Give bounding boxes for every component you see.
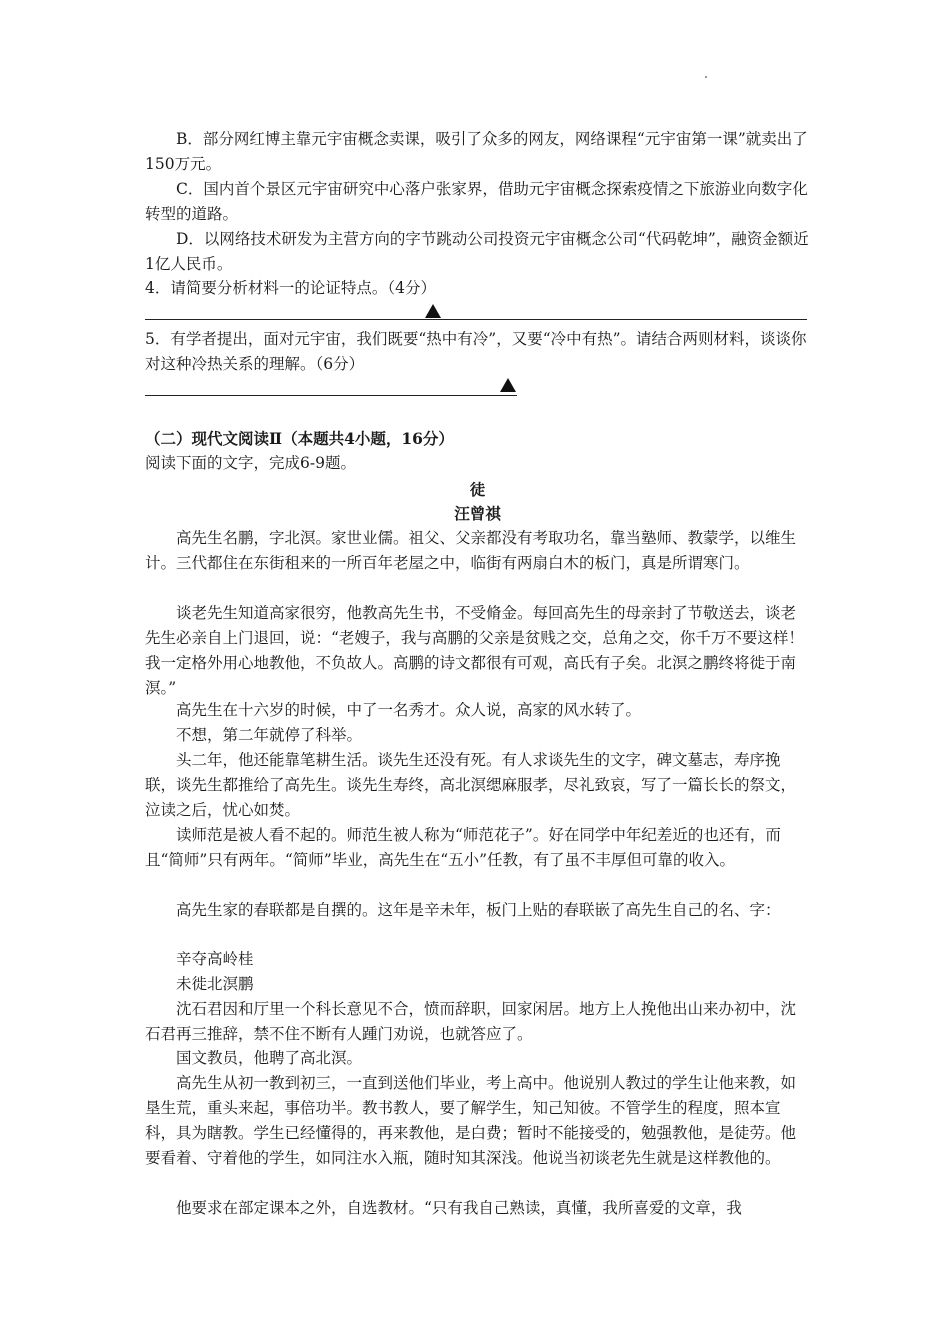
option-b: B．部分网红博主靠元宇宙概念卖课，吸引了众多的网友，网络课程“元宇宙第一课”就卖出了150万元。 bbox=[145, 130, 808, 173]
option-d: D．以网络技术研发为主营方向的字节跳动公司投资元宇宙概念公司“代码乾坤”，融资金额近1亿人民币。 bbox=[145, 230, 809, 273]
paragraph: 他要求在部定课本之外，自选教材。“只有我自己熟读，真懂，我所喜爱的文章，我 bbox=[176, 1199, 742, 1217]
article-author: 汪曾祺 bbox=[454, 504, 501, 523]
paragraph: 高先生在十六岁的时候，中了一名秀才。众人说，高家的风水转了。 bbox=[176, 701, 642, 719]
couplet-line: 未徙北溟鹏 bbox=[176, 975, 254, 993]
section-title: （二）现代文阅读Ⅱ（本题共4小题，16分） bbox=[145, 429, 454, 448]
paragraph: 高先生名鹏，字北溟。家世业儒。祖父、父亲都没有考取功名，靠当塾师、教蒙学，以维生计。三代都住在东街租来的一所百年老屋之中，临街有两扇白木的板门，真是所谓寒门。 bbox=[145, 529, 797, 572]
paragraph: 读师范是被人看不起的。师范生被人称为“师范花子”。好在同学中年纪差近的也还有，而且“简师”只有两年。“简师”毕业，高先生在“五小”任教，有了虽不丰厚但可靠的收入。 bbox=[145, 826, 781, 869]
paragraph: 头二年，他还能靠笔耕生活。谈先生还没有死。有人求谈先生的文字，碑文墓志，寿序挽联，谈先生都推给了高先生。谈先生寿终，高北溟缌麻服孝，尽礼致哀，写了一篇长长的祭文，泣读之后，忧心如焚。 bbox=[145, 751, 797, 819]
paragraph: 国文教员，他聘了高北溟。 bbox=[176, 1049, 363, 1067]
scan-dot bbox=[705, 76, 707, 78]
article-title: 徒 bbox=[469, 480, 486, 499]
paragraph: 沈石君因和厅里一个科长意见不合，愤而辞职，回家闲居。地方上人挽他出山来办初中，沈石君再三推辞，禁不住不断有人踵门劝说，也就答应了。 bbox=[145, 1000, 797, 1043]
paragraph: 不想，第二年就停了科举。 bbox=[176, 726, 363, 744]
answer-line-q4[interactable] bbox=[145, 319, 807, 320]
question-5: 5．有学者提出，面对元宇宙，我们既要“热中有冷”，又要“冷中有热”。请结合两则材料，谈谈你对这种冷热关系的理解。（6分） bbox=[145, 330, 807, 373]
answer-line-q5[interactable] bbox=[145, 395, 517, 396]
answer-marker-triangle bbox=[500, 378, 516, 392]
paragraph: 高先生家的春联都是自撰的。这年是辛未年，板门上贴的春联嵌了高先生自己的名、字： bbox=[176, 901, 781, 919]
paragraph: 谈老先生知道高家很穷，他教高先生书，不受脩金。每回高先生的母亲封了节敬送去，谈老先生必亲自上门退回，说：“老嫂子，我与高鹏的父亲是贫贱之交，总角之交，你千万不要这样！我一定格外用心地教他，不负故人。高鹏的诗文都很有可观，高氏有子矣。北溟之鹏终将徙于南溟。” bbox=[145, 604, 804, 697]
option-c: C．国内首个景区元宇宙研究中心落户张家界，借助元宇宙概念探索疫情之下旅游业向数字化转型的道路。 bbox=[145, 180, 808, 223]
couplet-line: 辛夺高岭桂 bbox=[176, 950, 254, 968]
paragraph: 高先生从初一教到初三，一直到送他们毕业，考上高中。他说别人教过的学生让他来教，如垦生荒，重头来起，事倍功半。教书教人，要了解学生，知己知彼。不管学生的程度，照本宣科，具为瞎教。学生已经懂得的，再来教他，是白费；暂时不能接受的，勉强教他，是徒劳。他要看着、守着他的学生，如同注水入瓶，随时知其深浅。他说当初谈老先生就是这样教他的。 bbox=[145, 1074, 797, 1167]
answer-marker-triangle bbox=[425, 304, 441, 318]
question-4: 4．请简要分析材料一的论证特点。（4分） bbox=[145, 279, 436, 297]
instruction: 阅读下面的文字，完成6-9题。 bbox=[145, 454, 356, 472]
